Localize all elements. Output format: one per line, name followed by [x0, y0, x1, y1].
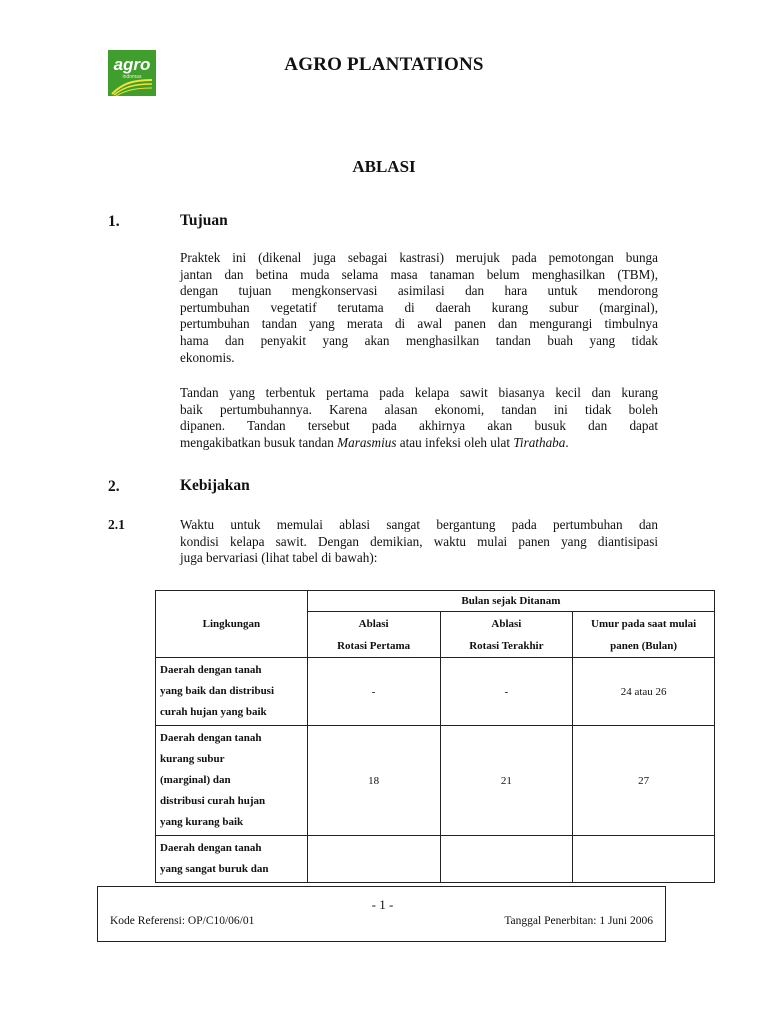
row-label-line: yang kurang baik — [160, 816, 244, 828]
cell-first-rotation: - — [307, 658, 440, 726]
italic-term-marasmius: Marasmius — [337, 434, 397, 450]
page-footer — [97, 886, 666, 942]
section-1-paragraph-1 — [180, 250, 658, 366]
row-label — [156, 726, 308, 836]
cell-harvest-age: 27 — [573, 726, 715, 836]
header-line: Ablasi — [358, 617, 389, 630]
header-bulan-sejak-ditanam: Bulan sejak Ditanam — [307, 591, 714, 612]
text-line — [180, 435, 658, 452]
row-label — [156, 836, 308, 883]
row-label-line: curah hujan yang baik — [160, 706, 267, 718]
cell-first-rotation — [307, 836, 440, 883]
header-ablasi-rotasi-terakhir — [440, 612, 573, 658]
row-label-line: Daerah dengan tanah — [160, 664, 262, 676]
table-header-row — [156, 591, 715, 612]
document-title: ABLASI — [352, 157, 416, 176]
subsection-2-1-paragraph — [180, 517, 658, 567]
header-ablasi-rotasi-pertama — [307, 612, 440, 658]
section-1-number: 1. — [108, 213, 120, 230]
italic-term-tirathaba: Tirathaba — [513, 434, 566, 450]
section-1-paragraph-2 — [180, 385, 658, 451]
text-line: kondisi kelapa sawit. Dengan demikian, waktu mulai panen yang diantisipasi — [180, 533, 658, 549]
row-label — [156, 658, 308, 726]
row-label-line: yang baik dan distribusi — [160, 685, 275, 697]
header-lingkungan: Lingkungan — [156, 591, 308, 658]
text-fragment: atau infeksi oleh ulat — [396, 434, 514, 450]
row-label-line: yang sangat buruk dan — [160, 863, 269, 875]
text-line: baik pertumbuhannya. Karena alasan ekonomi, tandan ini tidak boleh — [180, 401, 658, 417]
text-fragment: mengakibatkan busuk tandan — [180, 434, 338, 450]
text-line: ekonomis. — [180, 349, 235, 365]
text-line: hama dan penyakit yang akan menghasilkan tandan buah yang tidak — [180, 332, 658, 348]
table-row — [156, 726, 715, 836]
text-line: jantan dan betina muda selama masa tanaman belum menghasilkan (TBM), — [180, 266, 658, 282]
header-line: Ablasi — [491, 617, 522, 630]
text-line: Praktek ini (dikenal juga sebagai kastrasi) merujuk pada pemotongan bunga — [180, 250, 658, 265]
header-line: Rotasi Terakhir — [469, 639, 544, 652]
ablation-schedule-table — [155, 590, 715, 883]
table-row — [156, 658, 715, 726]
logo-text: agro — [113, 55, 151, 74]
header-line: Rotasi Pertama — [337, 639, 411, 652]
cell-first-rotation: 18 — [307, 726, 440, 836]
cell-harvest-age: 24 atau 26 — [573, 658, 715, 726]
row-label-line: distribusi curah hujan — [160, 795, 266, 807]
header-line: panen (Bulan) — [610, 639, 678, 652]
table-row — [156, 836, 715, 883]
header-umur-mulai-panen — [573, 612, 715, 658]
row-label-line: Daerah dengan tanah — [160, 842, 262, 854]
text-line: juga bervariasi (lihat tabel di bawah): — [180, 550, 378, 566]
logo-subtext: indomas — [122, 74, 142, 80]
text-line: pertumbuhan vegetatif terutama di daerah kurang subur (marginal), — [180, 299, 658, 315]
text-fragment: . — [565, 434, 569, 450]
section-2-title: Kebijakan — [180, 477, 250, 494]
row-label-line: (marginal) dan — [160, 774, 231, 786]
cell-last-rotation — [440, 836, 573, 883]
text-line: dengan tujuan mengkonservasi asimilasi dan hara untuk mendorong — [180, 283, 658, 299]
section-2-number: 2. — [108, 478, 120, 495]
text-line: Waktu untuk memulai ablasi sangat bergantung pada pertumbuhan dan — [180, 517, 658, 532]
text-line: Tandan yang terbentuk pertama pada kelapa sawit biasanya kecil dan kurang — [180, 385, 658, 400]
header-line: Umur pada saat mulai — [591, 617, 697, 630]
section-1-title: Tujuan — [180, 212, 228, 229]
page-number: - 1 - — [371, 897, 394, 912]
company-title: AGRO PLANTATIONS — [284, 54, 484, 75]
subsection-2-1-number: 2.1 — [108, 517, 125, 532]
text-line: pertumbuhan tandan yang merata di awal panen dan mengurangi timbulnya — [180, 316, 658, 332]
row-label-line: kurang subur — [160, 753, 225, 765]
cell-last-rotation: 21 — [440, 726, 573, 836]
cell-last-rotation: - — [440, 658, 573, 726]
reference-code: Kode Referensi: OP/C10/06/01 — [110, 915, 255, 927]
issue-date: Tanggal Penerbitan: 1 Juni 2006 — [504, 915, 653, 927]
text-line: dipanen. Tandan tersebut pada akhirnya akan busuk dan dapat — [180, 418, 658, 434]
row-label-line: Daerah dengan tanah — [160, 732, 262, 744]
cell-harvest-age — [573, 836, 715, 883]
